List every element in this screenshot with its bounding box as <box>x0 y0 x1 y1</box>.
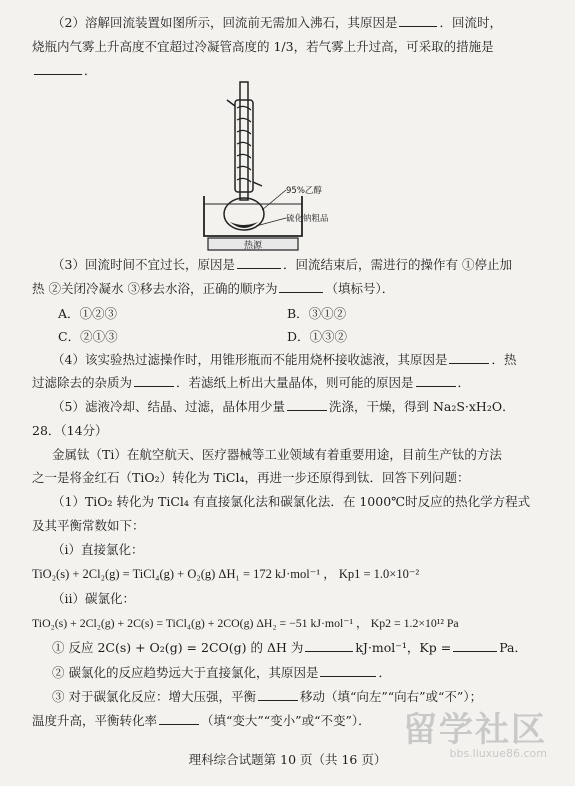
answer-blank[interactable] <box>449 351 489 364</box>
answer-blank[interactable] <box>237 256 281 269</box>
q3-line-2 <box>0 280 575 298</box>
heater-label: 热源 <box>243 241 263 251</box>
watermark-title: 留学社区 <box>403 710 547 750</box>
q4-text-d: ．若滤纸上析出大量晶体，则可能的原因是 <box>176 375 414 390</box>
q28-intro-line-2: 之一是将金红石（TiO₂）转化为 TiCl₄，再进一步还原得到钛．回答下列问题： <box>32 470 470 485</box>
condenser-coil <box>237 106 251 182</box>
water-outlet <box>227 100 235 106</box>
q4-text-e: ． <box>457 375 471 390</box>
q28-sub1-b: kJ·mol⁻¹，Kp = <box>355 640 452 655</box>
q2-line-2 <box>0 38 575 56</box>
q5-line-1 <box>0 398 575 416</box>
q3-text-d: （填标号）． <box>325 281 395 296</box>
q3-text-c: 热 ②关闭冷凝水 ③移去水浴，正确的顺序为 <box>32 281 278 296</box>
answer-blank[interactable] <box>159 712 199 725</box>
q28-ii-equation: TiO₂(s) + 2Cl₂(g) + 2C(s) = TiCl₄(g) + 2CO(g) ΔH₂ = −51 kJ·mol⁻¹ ， Kp2 = 1.2×10¹² Pa <box>32 616 459 630</box>
q3-option-d[interactable]: D．①③② <box>287 329 348 344</box>
q28-sub1-a: ① 反应 2C(s) + O₂(g) = 2CO(g) 的 ΔH 为 <box>52 640 304 655</box>
q2-text-b: ．回流时， <box>439 15 502 30</box>
q2-text-d: ． <box>84 63 97 78</box>
answer-blank[interactable] <box>34 62 82 75</box>
answer-blank[interactable] <box>320 664 376 677</box>
answer-blank[interactable] <box>287 398 327 411</box>
reflux-apparatus-figure <box>190 78 340 254</box>
q28-part1-line-1: （1）TiO₂ 转化为 TiCl₄ 有直接氯化法和碳氯化法．在 1000℃时反应的热化学方程式 <box>52 494 531 509</box>
q2-line-1 <box>0 14 575 32</box>
label-ethanol: 95%乙醇 <box>286 186 322 196</box>
q4-text-c: 过滤除去的杂质为 <box>32 375 133 390</box>
page-footer: 理科综合试题第 10 页（共 16 页） <box>188 752 387 767</box>
q3-option-c[interactable]: C．②①③ <box>58 329 118 344</box>
q28-i-equation: TiO₂(s) + 2Cl₂(g) = TiCl₄(g) + O₂(g) ΔH₁ = 172 kJ·mol⁻¹ ， Kp1 = 1.0×10⁻² <box>32 567 420 581</box>
q3-text-a: （3）回流时间不宜过长，原因是 <box>52 257 235 272</box>
q4-line-1 <box>0 351 575 369</box>
q28-sub3-a: ③ 对于碳氯化反应：增大压强，平衡 <box>52 689 256 704</box>
q28-sub3-b: 移动（填“向左”“向右”或“不”）； <box>299 689 483 704</box>
q5-text-b: 洗涤，干燥，得到 Na₂S·xH₂O． <box>328 399 515 414</box>
answer-blank[interactable] <box>258 688 298 701</box>
answer-blank[interactable] <box>305 639 353 652</box>
q28-sub2-b: ． <box>378 665 391 680</box>
q28-sub2-a: ② 碳氯化的反应趋势远大于直接氯化，其原因是 <box>52 665 319 680</box>
q28-header: 28．（14分） <box>32 423 108 438</box>
q3-option-a[interactable]: A．①②③ <box>58 306 118 321</box>
q28-part1-line-2: 及其平衡常数如下： <box>32 518 145 533</box>
q4-text-b: ．热 <box>491 352 517 367</box>
answer-blank[interactable] <box>279 280 323 293</box>
q28-intro-line-1: 金属钛（Ti）在航空航天、医疗器械等工业领域有着重要用途，目前生产钛的方法 <box>52 447 502 462</box>
q3-line-1 <box>0 256 575 274</box>
q28-sub2 <box>0 664 575 682</box>
label-sample: 硫化钠粗品 <box>286 214 329 224</box>
q28-sub1-c: Pa． <box>499 640 528 655</box>
answer-blank[interactable] <box>134 374 174 387</box>
q4-line-2 <box>0 374 575 392</box>
answer-blank[interactable] <box>416 374 456 387</box>
q4-text-a: （4）该实验热过滤操作时，用锥形瓶而不能用烧杯接收滤液，其原因是 <box>52 352 448 367</box>
q28-sub3-d: （填“变大”“变小”或“不变”）． <box>201 713 371 728</box>
water-inlet <box>253 182 262 186</box>
q28-ii-label: （ii）碳氯化： <box>52 591 135 606</box>
q28-i-label: （i）直接氯化： <box>52 542 144 557</box>
answer-blank[interactable] <box>399 14 437 27</box>
watermark-url: bbs.liuxue86.com <box>449 747 547 760</box>
site-watermark <box>403 712 547 760</box>
q5-text-a: （5）滤液冷却、结晶、过滤，晶体用少量 <box>52 399 285 414</box>
q3-text-b: ．回流结束后，需进行的操作有 ①停止加 <box>282 257 512 272</box>
q2-text-c: 烧瓶内气雾上升高度不宜超过冷凝管高度的 1/3，若气雾上升过高，可采取的措施是 <box>32 39 494 54</box>
q3-option-b[interactable]: B．③①② <box>287 306 347 321</box>
answer-blank[interactable] <box>453 639 497 652</box>
flask-contents <box>230 222 258 228</box>
q28-sub1 <box>0 639 575 657</box>
leader-line-ethanol <box>262 190 286 210</box>
q2-text-a: （2）溶解回流装置如图所示，回流前无需加入沸石，其原因是 <box>52 15 398 30</box>
q28-sub3-c: 温度升高，平衡转化率 <box>32 713 158 728</box>
q28-sub3-line-1 <box>0 688 575 706</box>
